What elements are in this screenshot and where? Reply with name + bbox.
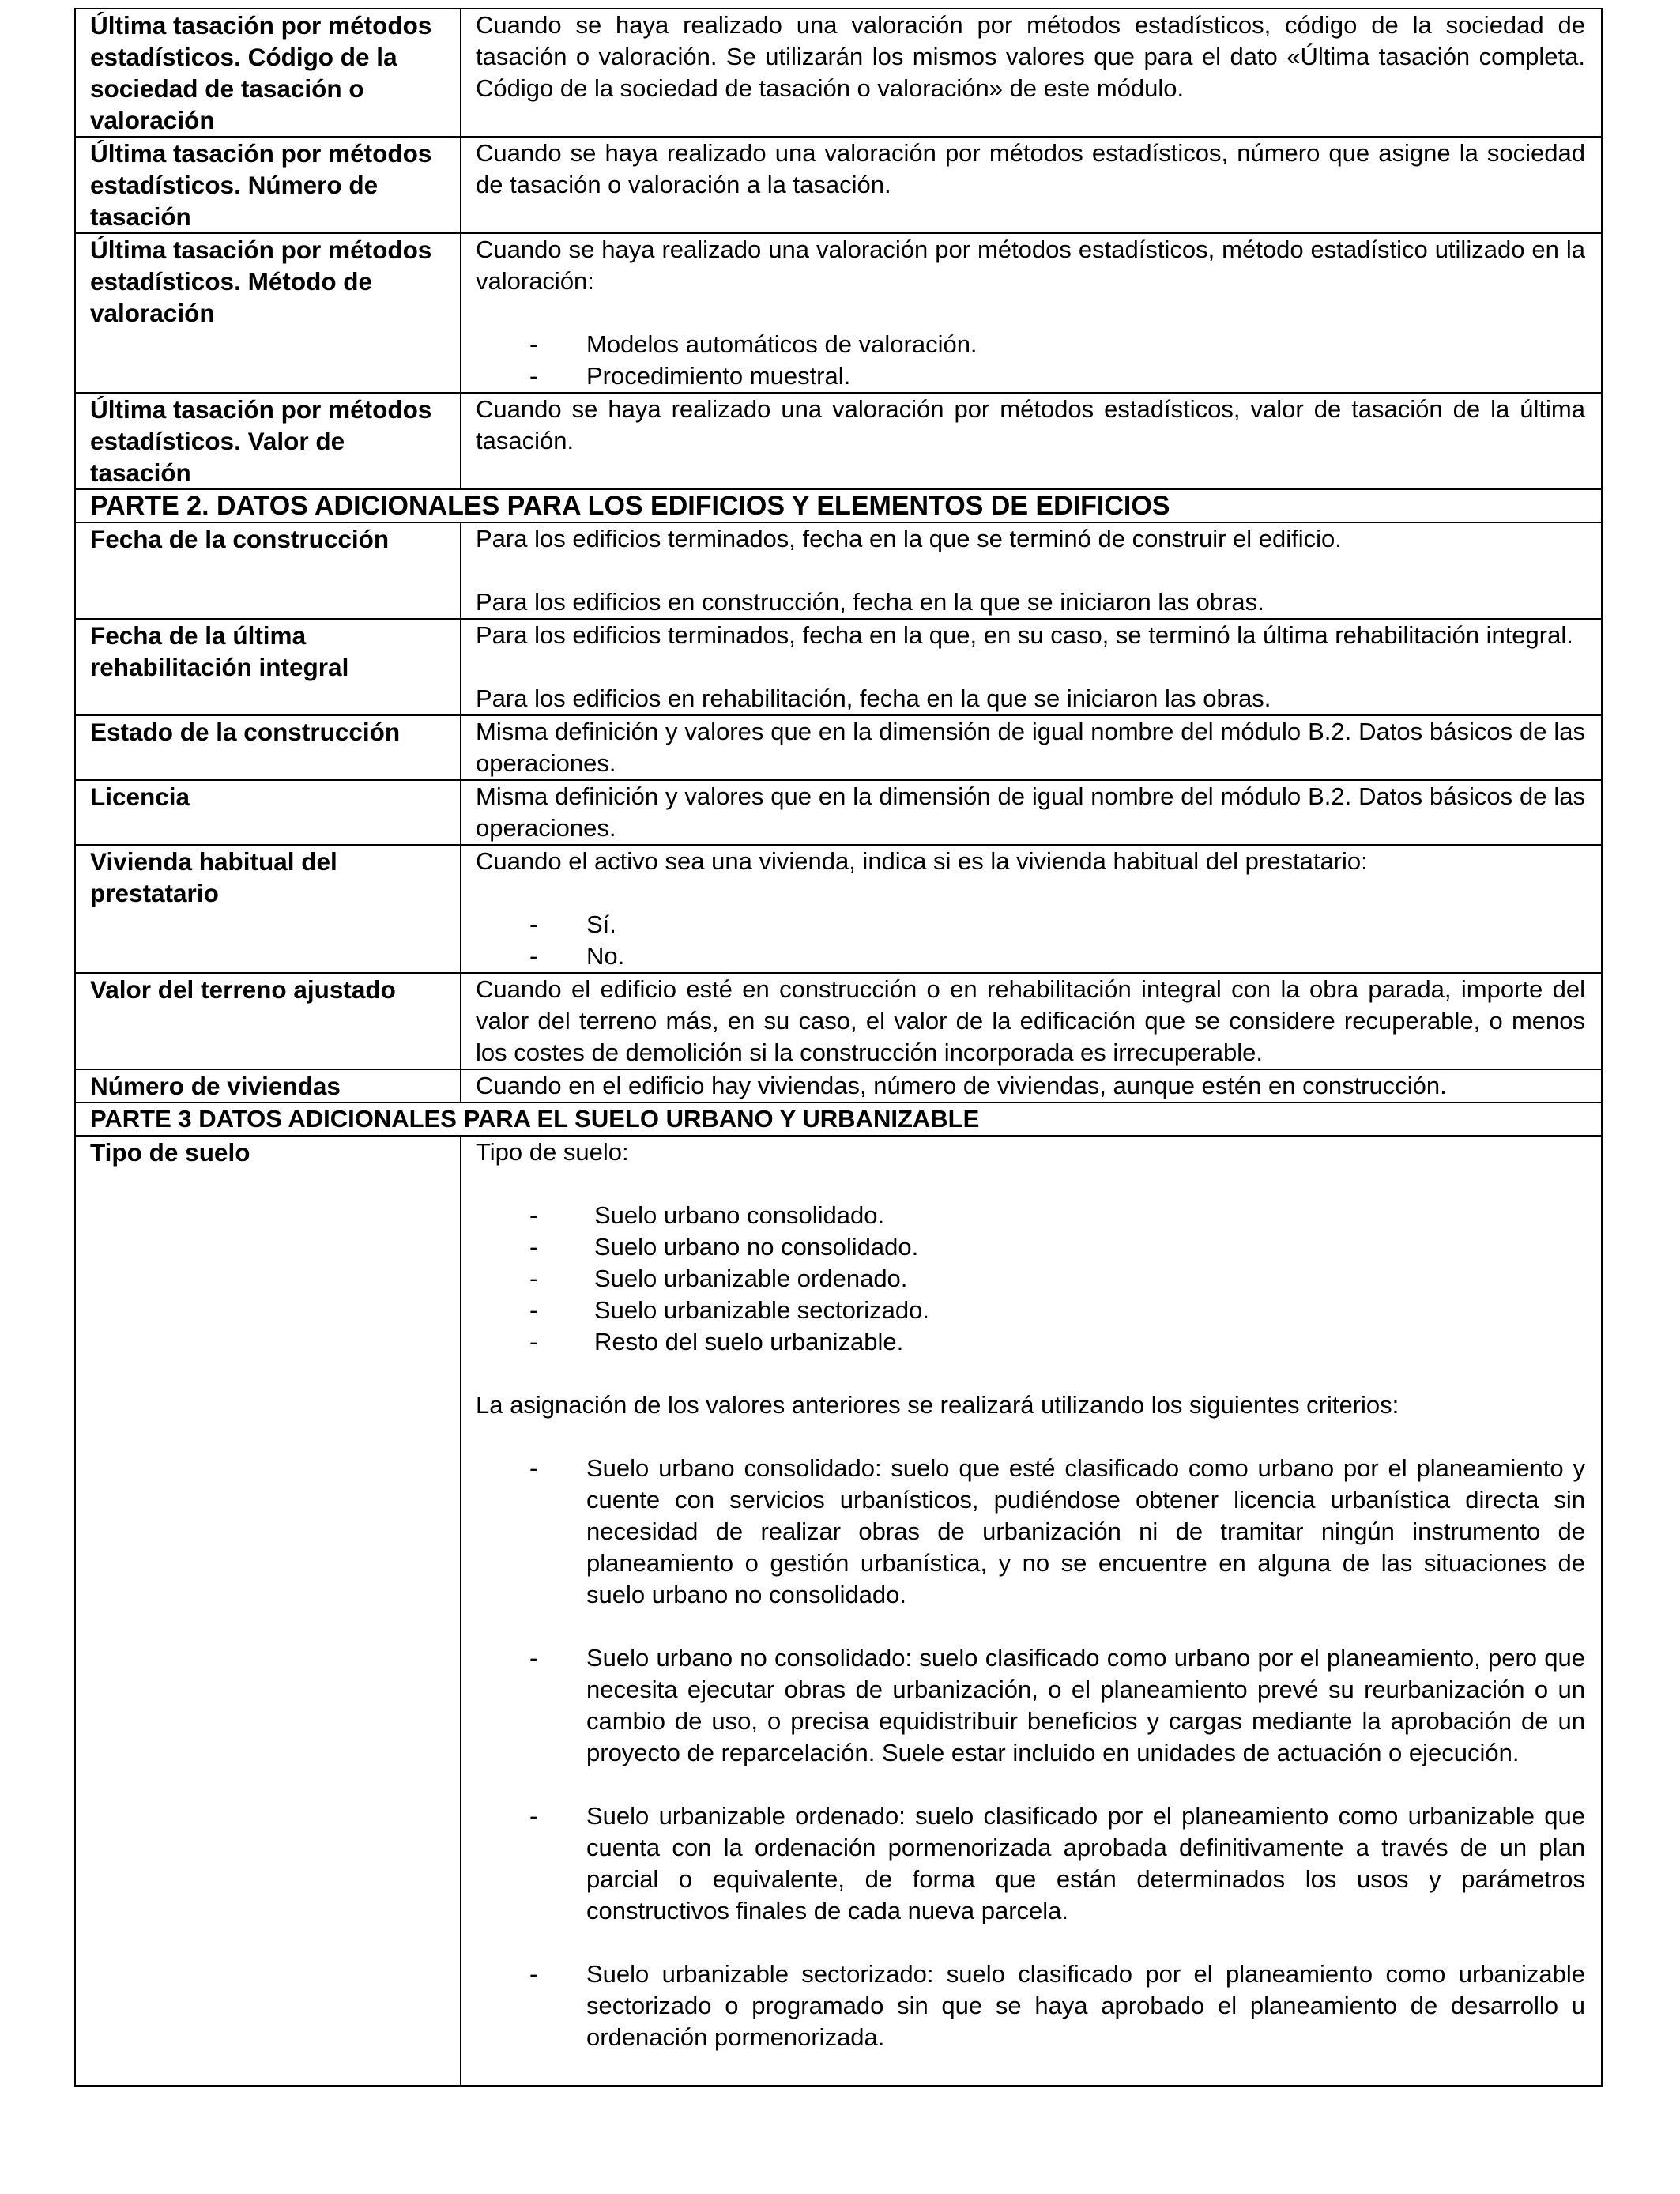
list-item <box>476 1263 1585 1295</box>
section-header-row <box>75 489 1602 522</box>
list-item <box>476 941 1585 972</box>
field-label: Última tasación por métodos estadísticos. Número de tasación <box>75 137 461 233</box>
section-title: PARTE 2. DATOS ADICIONALES PARA LOS EDIFICIOS Y ELEMENTOS DE EDIFICIOS <box>75 489 1602 522</box>
table-row <box>75 1069 1602 1103</box>
description-paragraph: Para los edificios en construcción, fecha en la que se iniciaron las obras. <box>476 588 1264 616</box>
bullet-marker: - <box>529 1201 538 1229</box>
field-label: Última tasación por métodos estadísticos. Método de valoración <box>75 233 461 393</box>
list-item-text: Suelo urbanizable ordenado: suelo clasificado por el planeamiento como urbanizable que cuenta con la ordenación pormenorizada aprobada definitivamente a través de un plan parcial o equivalente, de forma que están determinados los usos y parámetros constructivos finales de cada nueva parcela. <box>586 1802 1585 1924</box>
list-item-text: Suelo urbanizable sectorizado: suelo clasificado por el planeamiento como urbanizable sectorizado o programado sin que se haya aprobado el planeamiento de desarrollo u ordenación pormenorizada. <box>586 1960 1585 2051</box>
list-item <box>476 1326 1585 1358</box>
field-label: Estado de la construcción <box>75 715 461 780</box>
table-row <box>75 845 1602 973</box>
field-label: Valor del terreno ajustado <box>75 973 461 1069</box>
document-page <box>74 8 1601 2087</box>
table-row <box>75 619 1602 715</box>
list-item-text: Resto del suelo urbanizable. <box>594 1328 904 1355</box>
table-row <box>75 715 1602 780</box>
bullet-marker: - <box>529 1328 538 1355</box>
list-item <box>476 1200 1585 1231</box>
table-row <box>75 973 1602 1069</box>
bullet-marker: - <box>529 1454 538 1482</box>
field-label: Última tasación por métodos estadísticos. Código de la sociedad de tasación o valoración <box>75 9 461 137</box>
table-row <box>75 393 1602 489</box>
list-item <box>476 909 1585 941</box>
table-row <box>75 9 1602 137</box>
field-description <box>461 1136 1602 2086</box>
description-paragraph: Para los edificios en rehabilitación, fecha en la que se iniciaron las obras. <box>476 684 1271 712</box>
table-row <box>75 522 1602 619</box>
bullet-marker: - <box>529 1802 538 1830</box>
field-description <box>461 9 1602 137</box>
section-header-row <box>75 1103 1602 1136</box>
description-paragraph: Cuando en el edificio hay viviendas, número de viviendas, aunque estén en construcción. <box>476 1072 1447 1099</box>
list-item <box>476 360 1585 392</box>
field-description <box>461 973 1602 1069</box>
description-paragraph: Cuando el activo sea una vivienda, indica si es la vivienda habitual del prestatario: <box>476 847 1368 875</box>
field-label: Fecha de la construcción <box>75 522 461 619</box>
list-item-text: Suelo urbano consolidado. <box>594 1201 885 1229</box>
list-item-text: Suelo urbano no consolidado: suelo clasificado como urbano por el planeamiento, pero que necesita ejecutar obras de urbanización, o el planeamiento prevé su reurbanización o un cambio de uso, o precisa equidistribuir beneficios y cargas mediante la aprobación de un proyecto de reparcelación. Suele estar incluido en unidades de actuación o ejecución. <box>586 1644 1585 1766</box>
description-paragraph: Para los edificios terminados, fecha en la que se terminó de construir el edificio. <box>476 525 1342 552</box>
list-item-text: Modelos automáticos de valoración. <box>586 330 977 358</box>
description-paragraph: Cuando se haya realizado una valoración por métodos estadísticos, método estadístico utilizado en la valoración: <box>476 236 1585 295</box>
definitions-table <box>74 8 1603 2087</box>
description-paragraph: Cuando se haya realizado una valoración por métodos estadísticos, número que asigne la sociedad de tasación o valoración a la tasación. <box>476 139 1585 198</box>
table-row <box>75 780 1602 845</box>
field-description <box>461 715 1602 780</box>
list-item <box>476 329 1585 360</box>
field-label: Última tasación por métodos estadísticos. Valor de tasación <box>75 393 461 489</box>
table-row <box>75 137 1602 233</box>
list-item-text: Suelo urbano no consolidado. <box>594 1233 919 1261</box>
field-label: Fecha de la última rehabilitación integral <box>75 619 461 715</box>
field-description <box>461 1069 1602 1103</box>
list-item-text: Sí. <box>586 910 616 938</box>
list-item-text: Suelo urbanizable ordenado. <box>594 1265 908 1292</box>
list-item <box>476 1453 1585 1611</box>
list-item-text: Suelo urbanizable sectorizado. <box>594 1296 929 1324</box>
bullet-marker: - <box>529 1960 538 1988</box>
description-paragraph: Cuando se haya realizado una valoración por métodos estadísticos, código de la sociedad de tasación o valoración. Se utilizarán los mismos valores que para el dato «Última tasación completa. Código de la sociedad de tasación o valoración» de este módulo. <box>476 11 1585 102</box>
bullet-marker: - <box>529 910 538 938</box>
description-paragraph: La asignación de los valores anteriores se realizará utilizando los siguientes criterios: <box>476 1391 1399 1419</box>
field-description <box>461 845 1602 973</box>
bullet-marker: - <box>529 330 538 358</box>
bullet-marker: - <box>529 1644 538 1672</box>
field-description <box>461 137 1602 233</box>
list-item <box>476 1800 1585 1927</box>
bullet-marker: - <box>529 942 538 970</box>
bullet-marker: - <box>529 1265 538 1292</box>
field-description <box>461 780 1602 845</box>
field-label: Vivienda habitual del prestatario <box>75 845 461 973</box>
description-paragraph: Cuando se haya realizado una valoración por métodos estadísticos, valor de tasación de la última tasación. <box>476 395 1585 454</box>
list-item-text: No. <box>586 942 625 970</box>
list-item <box>476 1958 1585 2053</box>
list-item <box>476 1231 1585 1263</box>
description-paragraph: Misma definición y valores que en la dimensión de igual nombre del módulo B.2. Datos básicos de las operaciones. <box>476 718 1585 777</box>
list-item <box>476 1642 1585 1769</box>
section-title: PARTE 3 DATOS ADICIONALES PARA EL SUELO URBANO Y URBANIZABLE <box>75 1103 1602 1136</box>
field-label: Tipo de suelo <box>75 1136 461 2086</box>
bullet-marker: - <box>529 1233 538 1261</box>
field-description <box>461 619 1602 715</box>
list-item-text: Procedimiento muestral. <box>586 362 851 390</box>
description-paragraph: Tipo de suelo: <box>476 1138 629 1166</box>
field-label: Licencia <box>75 780 461 845</box>
table-row <box>75 1136 1602 2086</box>
field-description <box>461 233 1602 393</box>
description-paragraph: Misma definición y valores que en la dimensión de igual nombre del módulo B.2. Datos básicos de las operaciones. <box>476 782 1585 842</box>
bullet-marker: - <box>529 1296 538 1324</box>
list-item-text: Suelo urbano consolidado: suelo que esté clasificado como urbano por el planeamiento y cuente con servicios urbanísticos, pudiéndose obtener licencia urbanística directa sin necesidad de realizar obras de urbanización ni de tramitar ningún instrumento de planeamiento o gestión urbanística, y no se encuentre en alguna de las situaciones de suelo urbano no consolidado. <box>586 1454 1585 1608</box>
bullet-marker: - <box>529 362 538 390</box>
description-paragraph: Para los edificios terminados, fecha en la que, en su caso, se terminó la última rehabilitación integral. <box>476 621 1573 649</box>
table-row <box>75 233 1602 393</box>
list-item <box>476 1295 1585 1326</box>
field-label: Número de viviendas <box>75 1069 461 1103</box>
field-description <box>461 522 1602 619</box>
field-description <box>461 393 1602 489</box>
description-paragraph: Cuando el edificio esté en construcción o en rehabilitación integral con la obra parada, importe del valor del terreno más, en su caso, el valor de la edificación que se considere recuperable, o menos los costes de demolición si la construcción incorporada es irrecuperable. <box>476 975 1585 1066</box>
